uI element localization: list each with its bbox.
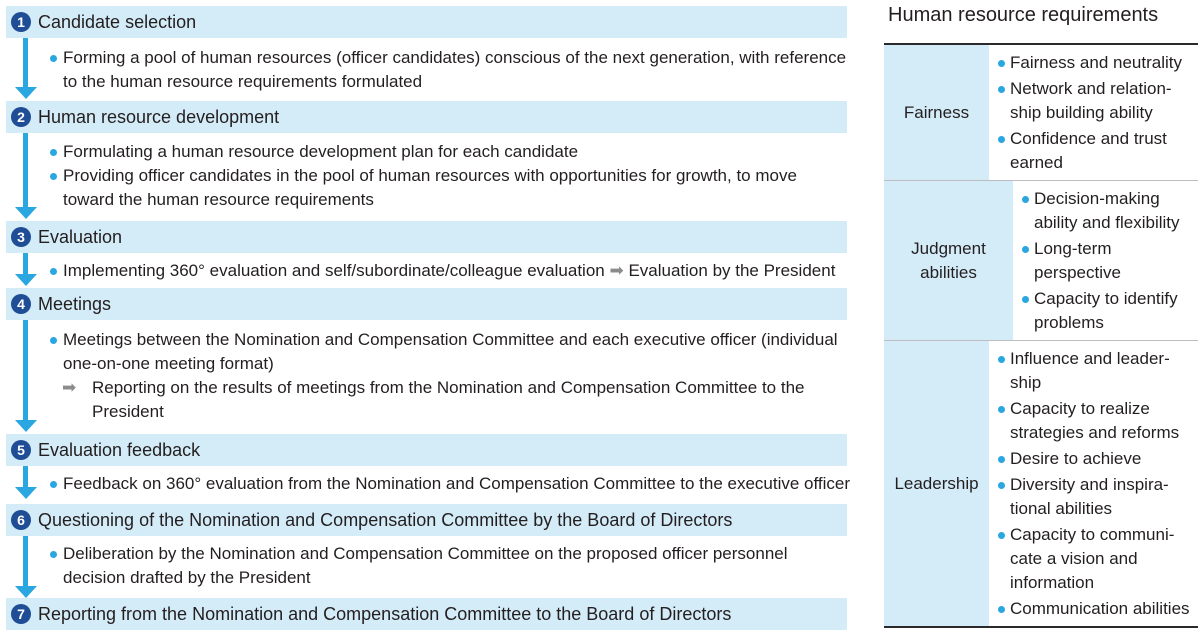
step-1-bullet: Forming a pool of human resources (officer candidates) conscious of the next generation, with reference to the human resource requirements formulated (48, 46, 848, 94)
step-1-title: Candidate selection (38, 11, 197, 32)
requirements-row-judgment (884, 181, 1198, 341)
step-3-details (48, 259, 848, 283)
step-1-details (48, 46, 848, 94)
step-2-bar (6, 101, 847, 133)
requirement-item: Long-term perspective (1013, 237, 1198, 285)
category-leadership: Leadership (884, 341, 989, 626)
down-arrow-icon (15, 38, 37, 99)
requirements-title: Human resource requirements (888, 4, 1159, 26)
requirement-item: Capacity to identify problems (1013, 287, 1198, 335)
step-3-bullet-result: Evaluation by the President (628, 261, 836, 280)
requirement-item: Fairness and neutrality (989, 51, 1198, 75)
requirement-item: Network and relation-ship building ability (989, 77, 1198, 125)
fairness-items (989, 45, 1198, 180)
step-3-bullet (48, 259, 848, 283)
requirement-item: Decision-making ability and flexibility (1013, 187, 1198, 235)
requirements-row-fairness (884, 45, 1198, 181)
down-arrow-icon (15, 253, 37, 286)
step-7-number: 7 (11, 604, 31, 624)
leadership-items (989, 341, 1198, 626)
step-1-bar (6, 6, 847, 38)
requirement-item: Communication abilities (989, 597, 1198, 621)
step-6-bar (6, 504, 847, 536)
step-5-number: 5 (11, 440, 31, 460)
step-4-details (48, 328, 848, 424)
step-6-number: 6 (11, 510, 31, 530)
requirements-row-leadership (884, 341, 1198, 628)
step-3-bullet-text: Implementing 360° evaluation and self/subordinate/colleague evaluation (63, 261, 605, 280)
step-2-number: 2 (11, 107, 31, 127)
step-5-title: Evaluation feedback (38, 439, 201, 460)
step-6-bullet: Deliberation by the Nomination and Compensation Committee on the proposed officer personnel decision drafted by the President (48, 542, 848, 590)
requirements-table (884, 43, 1198, 628)
step-7-bar (6, 598, 847, 630)
step-6-details (48, 542, 848, 590)
step-2-title: Human resource development (38, 106, 280, 127)
step-3-bar (6, 221, 847, 253)
judgment-items (1013, 181, 1198, 340)
requirement-item: Capacity to communi-cate a vision and information (989, 523, 1198, 595)
step-2-details (48, 140, 848, 212)
step-5-bar (6, 434, 847, 466)
step-7-title: Reporting from the Nomination and Compensation Committee to the Board of Directors (38, 603, 732, 624)
step-3-number: 3 (11, 227, 31, 247)
right-arrow-icon: ➡ (609, 261, 624, 280)
step-4-sub-result: ➡ Reporting on the results of meetings from the Nomination and Compensation Committee to the President (48, 376, 848, 424)
step-4-bullet: Meetings between the Nomination and Compensation Committee and each executive officer (individual one-on-one meeting format) (48, 328, 848, 376)
requirement-item: Capacity to realize strategies and reforms (989, 397, 1198, 445)
down-arrow-icon (15, 536, 37, 598)
step-4-number: 4 (11, 294, 31, 314)
step-5-details (48, 472, 851, 496)
category-judgment-abilities: Judgment abilities (884, 181, 1013, 340)
requirement-item: Influence and leader-ship (989, 347, 1198, 395)
step-2-bullet-1: Formulating a human resource development plan for each candidate (48, 140, 848, 164)
category-fairness: Fairness (884, 45, 989, 180)
down-arrow-icon (15, 466, 37, 499)
human-resource-requirements (884, 0, 1200, 634)
requirement-item: Desire to achieve (989, 447, 1198, 471)
step-4-bar (6, 288, 847, 320)
step-3-title: Evaluation (38, 226, 123, 247)
requirement-item: Diversity and inspira-tional abilities (989, 473, 1198, 521)
requirement-item: Confidence and trust earned (989, 127, 1198, 175)
step-6-title: Questioning of the Nomination and Compensation Committee by the Board of Directors (38, 509, 733, 530)
down-arrow-icon (15, 133, 37, 219)
step-5-bullet: Feedback on 360° evaluation from the Nomination and Compensation Committee to the executive officer (48, 472, 848, 496)
down-arrow-icon (15, 320, 37, 432)
step-4-title: Meetings (38, 293, 112, 314)
step-1-number: 1 (11, 12, 31, 32)
step-2-bullet-2: Providing officer candidates in the pool of human resources with opportunities for growth, to move toward the human resource requirements (48, 164, 848, 212)
